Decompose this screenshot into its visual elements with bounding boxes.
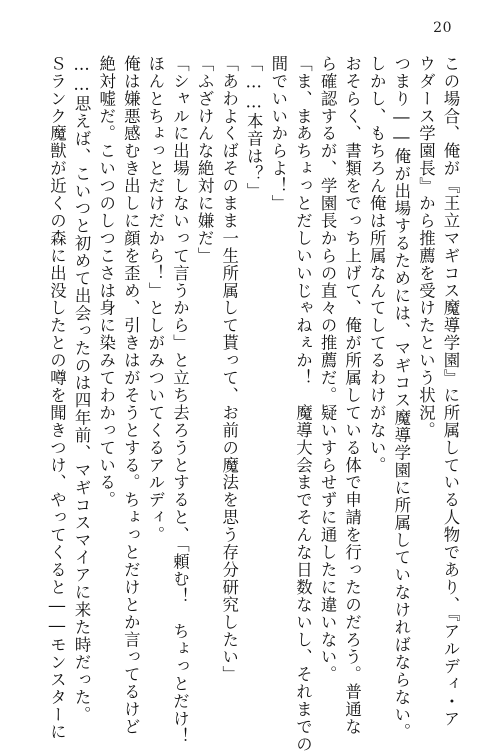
text-line: ほんとちょっとだけだから！」としがみついてくるアルディ。 xyxy=(145,55,165,544)
text-line: 俺は嫌悪感むき出しに顔を歪め、引きはがそうとする。ちょっとだけとか言ってるけど xyxy=(121,55,141,736)
text-line: ウダース学園長』から推薦を受けたという状況。 xyxy=(416,55,436,439)
text-line: 間でいいからよ！」 xyxy=(268,55,288,213)
text-line: つまり――俺が出場するためには、マギコス魔導学園に所属していなければならない。 xyxy=(391,55,411,741)
text-line: しかし、もちろん俺は所属なんてしてるわけがない。 xyxy=(367,55,387,474)
text-line: この場合、俺が『王立マギコス魔導学園』に所属している人物であり、『アルディ・ア xyxy=(441,55,460,728)
text-line: 「あわよくばそのまま一生所属して貰って、お前の魔法を思う存分研究したい」 xyxy=(219,55,239,684)
text-line: 絶対嘘だ。こいつのしつこさは身に染みてわかっている。 xyxy=(96,55,116,509)
text-line: Ｓランク魔獣が近くの森に出没したとの噂を聞きつけ、やってくると――モンスターに xyxy=(47,55,67,741)
text-line: 「シャルに出場しないって言うから」と立ち去ろうとすると、「頼む！ ちょっとだけ！ xyxy=(170,55,190,745)
page-number: 20 xyxy=(433,20,452,36)
text-line: ら確認するが、学園長からの直々の推薦だ。疑いすらせずに通したに違いない。 xyxy=(318,55,338,684)
text-line: ……思えば、こいつと初めて出会ったのは四年前、マギコスマイアに来た時だった。 xyxy=(72,55,92,724)
text-line: 「……本音は？」 xyxy=(244,55,264,200)
body-text xyxy=(44,55,462,753)
text-line: おそらく、書類をでっち上げて、俺が所属している体で申請を行ったのだろう。普通な xyxy=(342,55,362,736)
text-line: 「ふざけんな絶対に嫌だ」 xyxy=(195,55,215,265)
text-line: 「ま、まあちょっとだしいいじゃねぇか！ 魔導大会までそんな日数ないし、それまでの xyxy=(293,55,313,753)
